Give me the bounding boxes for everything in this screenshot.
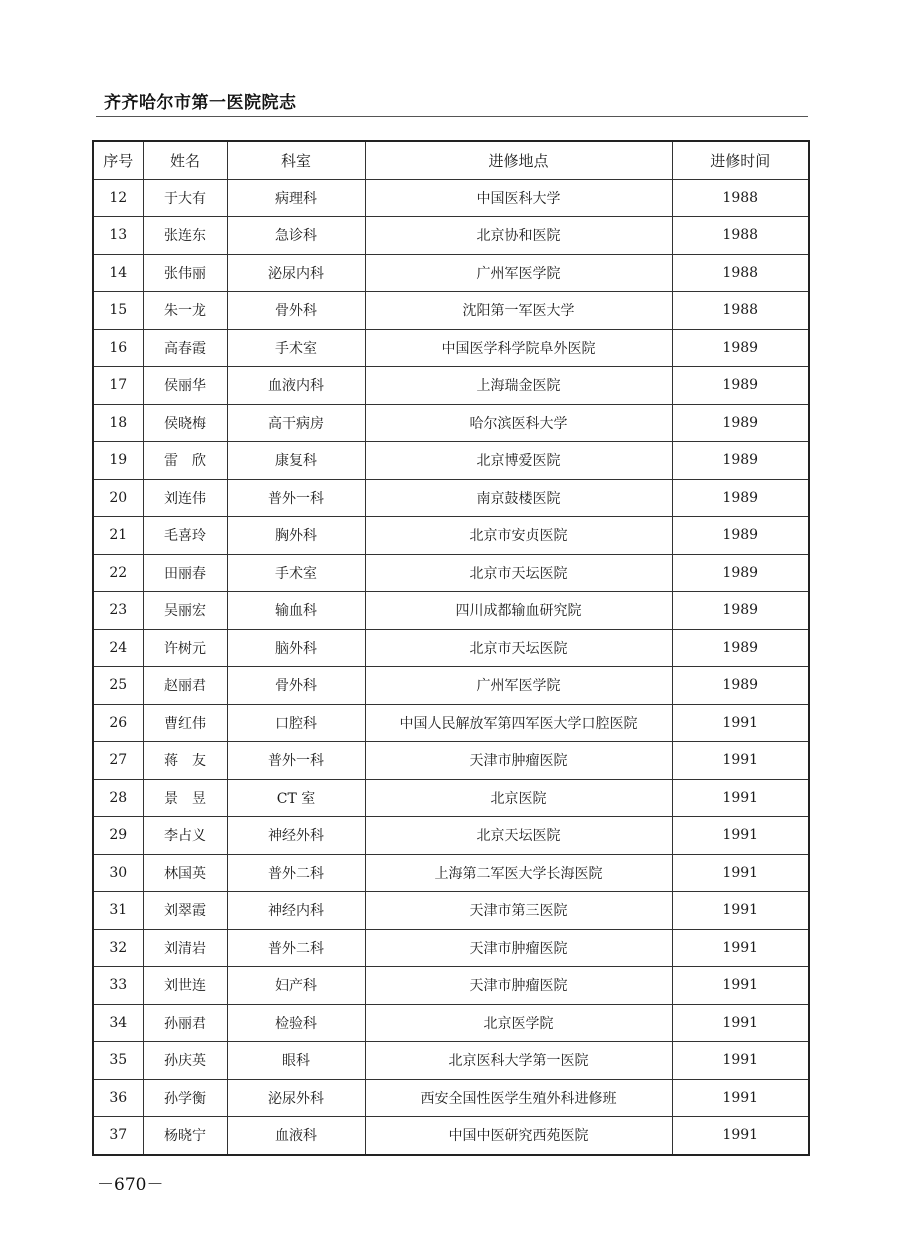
cell-year: 1989 — [672, 592, 809, 630]
cell-no: 17 — [93, 367, 143, 405]
column-header-year: 进修时间 — [672, 141, 809, 179]
table-row — [93, 1079, 809, 1117]
cell-dept: 妇产科 — [227, 967, 365, 1005]
cell-place: 中国中医研究西苑医院 — [365, 1117, 672, 1155]
cell-name: 刘清岩 — [143, 929, 227, 967]
cell-name: 朱一龙 — [143, 292, 227, 330]
cell-name: 孙学衡 — [143, 1079, 227, 1117]
cell-no: 31 — [93, 892, 143, 930]
cell-no: 26 — [93, 704, 143, 742]
table-row — [93, 554, 809, 592]
cell-place: 天津市第三医院 — [365, 892, 672, 930]
cell-place: 上海第二军医大学长海医院 — [365, 854, 672, 892]
cell-no: 22 — [93, 554, 143, 592]
table-row — [93, 404, 809, 442]
table-row — [93, 817, 809, 855]
table-row — [93, 329, 809, 367]
cell-dept: 眼科 — [227, 1042, 365, 1080]
cell-dept: 手术室 — [227, 329, 365, 367]
cell-dept: 泌尿内科 — [227, 254, 365, 292]
cell-name: 于大有 — [143, 179, 227, 217]
cell-name: 蒋 友 — [143, 742, 227, 780]
cell-year: 1989 — [672, 629, 809, 667]
table-row — [93, 742, 809, 780]
cell-no: 36 — [93, 1079, 143, 1117]
cell-dept: 血液内科 — [227, 367, 365, 405]
cell-place: 北京医科大学第一医院 — [365, 1042, 672, 1080]
cell-dept: 骨外科 — [227, 667, 365, 705]
cell-name: 侯晓梅 — [143, 404, 227, 442]
cell-no: 25 — [93, 667, 143, 705]
table-row — [93, 292, 809, 330]
cell-place: 中国医学科学院阜外医院 — [365, 329, 672, 367]
table-row — [93, 442, 809, 480]
table-row — [93, 629, 809, 667]
table-row — [93, 929, 809, 967]
cell-name: 林国英 — [143, 854, 227, 892]
cell-name: 吴丽宏 — [143, 592, 227, 630]
cell-no: 15 — [93, 292, 143, 330]
table-body — [93, 179, 809, 1155]
cell-name: 杨晓宁 — [143, 1117, 227, 1155]
cell-no: 20 — [93, 479, 143, 517]
cell-year: 1991 — [672, 742, 809, 780]
cell-dept: 脑外科 — [227, 629, 365, 667]
cell-place: 广州军医学院 — [365, 667, 672, 705]
cell-place: 北京市天坛医院 — [365, 629, 672, 667]
table-row — [93, 592, 809, 630]
cell-dept: 康复科 — [227, 442, 365, 480]
cell-place: 北京天坛医院 — [365, 817, 672, 855]
cell-dept: 普外一科 — [227, 479, 365, 517]
table-row — [93, 517, 809, 555]
cell-year: 1989 — [672, 329, 809, 367]
cell-dept: 手术室 — [227, 554, 365, 592]
cell-dept: 普外二科 — [227, 854, 365, 892]
cell-no: 13 — [93, 217, 143, 255]
table-row — [93, 479, 809, 517]
cell-dept: 泌尿外科 — [227, 1079, 365, 1117]
table-row — [93, 854, 809, 892]
column-header-no: 序号 — [93, 141, 143, 179]
cell-dept: 普外二科 — [227, 929, 365, 967]
cell-year: 1989 — [672, 554, 809, 592]
running-header-title: 齐齐哈尔市第一医院院志 — [104, 93, 297, 113]
cell-dept: 病理科 — [227, 179, 365, 217]
table-row — [93, 179, 809, 217]
cell-dept: CT 室 — [227, 779, 365, 817]
cell-name: 刘连伟 — [143, 479, 227, 517]
cell-year: 1991 — [672, 704, 809, 742]
cell-name: 雷 欣 — [143, 442, 227, 480]
cell-place: 北京市安贞医院 — [365, 517, 672, 555]
cell-name: 毛喜玲 — [143, 517, 227, 555]
cell-year: 1991 — [672, 817, 809, 855]
cell-year: 1988 — [672, 179, 809, 217]
cell-year: 1991 — [672, 779, 809, 817]
cell-year: 1991 — [672, 1079, 809, 1117]
cell-year: 1988 — [672, 254, 809, 292]
cell-name: 侯丽华 — [143, 367, 227, 405]
cell-no: 33 — [93, 967, 143, 1005]
cell-place: 天津市肿瘤医院 — [365, 929, 672, 967]
table-row — [93, 667, 809, 705]
cell-no: 16 — [93, 329, 143, 367]
table-row — [93, 217, 809, 255]
cell-dept: 高干病房 — [227, 404, 365, 442]
cell-dept: 口腔科 — [227, 704, 365, 742]
cell-year: 1991 — [672, 967, 809, 1005]
cell-place: 南京鼓楼医院 — [365, 479, 672, 517]
cell-name: 刘翠霞 — [143, 892, 227, 930]
cell-no: 12 — [93, 179, 143, 217]
cell-name: 孙庆英 — [143, 1042, 227, 1080]
cell-name: 高春霞 — [143, 329, 227, 367]
table-row — [93, 1042, 809, 1080]
cell-year: 1989 — [672, 667, 809, 705]
table-row — [93, 779, 809, 817]
cell-place: 天津市肿瘤医院 — [365, 742, 672, 780]
cell-place: 哈尔滨医科大学 — [365, 404, 672, 442]
cell-year: 1989 — [672, 404, 809, 442]
cell-dept: 输血科 — [227, 592, 365, 630]
cell-name: 许树元 — [143, 629, 227, 667]
cell-place: 四川成都输血研究院 — [365, 592, 672, 630]
cell-no: 35 — [93, 1042, 143, 1080]
cell-no: 27 — [93, 742, 143, 780]
cell-place: 西安全国性医学生殖外科进修班 — [365, 1079, 672, 1117]
cell-no: 34 — [93, 1004, 143, 1042]
cell-name: 景 昱 — [143, 779, 227, 817]
cell-year: 1991 — [672, 1117, 809, 1155]
cell-year: 1991 — [672, 1042, 809, 1080]
page-number: －670－ — [97, 1175, 164, 1195]
cell-dept: 急诊科 — [227, 217, 365, 255]
cell-place: 广州军医学院 — [365, 254, 672, 292]
table-row — [93, 367, 809, 405]
cell-place: 天津市肿瘤医院 — [365, 967, 672, 1005]
cell-no: 18 — [93, 404, 143, 442]
training-roster-table — [92, 140, 810, 1156]
cell-no: 28 — [93, 779, 143, 817]
column-header-place: 进修地点 — [365, 141, 672, 179]
cell-dept: 普外一科 — [227, 742, 365, 780]
column-header-name: 姓名 — [143, 141, 227, 179]
column-header-dept: 科室 — [227, 141, 365, 179]
cell-year: 1988 — [672, 217, 809, 255]
cell-place: 北京医院 — [365, 779, 672, 817]
table-header-row — [93, 141, 809, 179]
cell-dept: 胸外科 — [227, 517, 365, 555]
cell-place: 北京协和医院 — [365, 217, 672, 255]
cell-dept: 骨外科 — [227, 292, 365, 330]
table-row — [93, 967, 809, 1005]
cell-place: 北京医学院 — [365, 1004, 672, 1042]
cell-name: 张连东 — [143, 217, 227, 255]
cell-no: 24 — [93, 629, 143, 667]
cell-year: 1991 — [672, 854, 809, 892]
table-row — [93, 254, 809, 292]
cell-no: 14 — [93, 254, 143, 292]
cell-no: 29 — [93, 817, 143, 855]
cell-dept: 血液科 — [227, 1117, 365, 1155]
table-row — [93, 1004, 809, 1042]
cell-dept: 检验科 — [227, 1004, 365, 1042]
cell-name: 刘世连 — [143, 967, 227, 1005]
cell-year: 1989 — [672, 367, 809, 405]
cell-no: 23 — [93, 592, 143, 630]
cell-year: 1989 — [672, 517, 809, 555]
cell-place: 中国医科大学 — [365, 179, 672, 217]
cell-year: 1989 — [672, 442, 809, 480]
cell-year: 1991 — [672, 929, 809, 967]
table-row — [93, 892, 809, 930]
table-row — [93, 1117, 809, 1155]
cell-name: 孙丽君 — [143, 1004, 227, 1042]
cell-place: 北京博爱医院 — [365, 442, 672, 480]
cell-no: 21 — [93, 517, 143, 555]
cell-year: 1988 — [672, 292, 809, 330]
cell-name: 张伟丽 — [143, 254, 227, 292]
cell-place: 北京市天坛医院 — [365, 554, 672, 592]
cell-name: 赵丽君 — [143, 667, 227, 705]
cell-year: 1991 — [672, 892, 809, 930]
cell-name: 田丽春 — [143, 554, 227, 592]
cell-dept: 神经内科 — [227, 892, 365, 930]
cell-no: 19 — [93, 442, 143, 480]
table-row — [93, 704, 809, 742]
cell-dept: 神经外科 — [227, 817, 365, 855]
cell-place: 上海瑞金医院 — [365, 367, 672, 405]
cell-no: 32 — [93, 929, 143, 967]
cell-no: 37 — [93, 1117, 143, 1155]
cell-name: 曹红伟 — [143, 704, 227, 742]
header-rule — [96, 116, 808, 117]
cell-place: 中国人民解放军第四军医大学口腔医院 — [365, 704, 672, 742]
cell-year: 1989 — [672, 479, 809, 517]
cell-place: 沈阳第一军医大学 — [365, 292, 672, 330]
cell-name: 李占义 — [143, 817, 227, 855]
cell-year: 1991 — [672, 1004, 809, 1042]
cell-no: 30 — [93, 854, 143, 892]
